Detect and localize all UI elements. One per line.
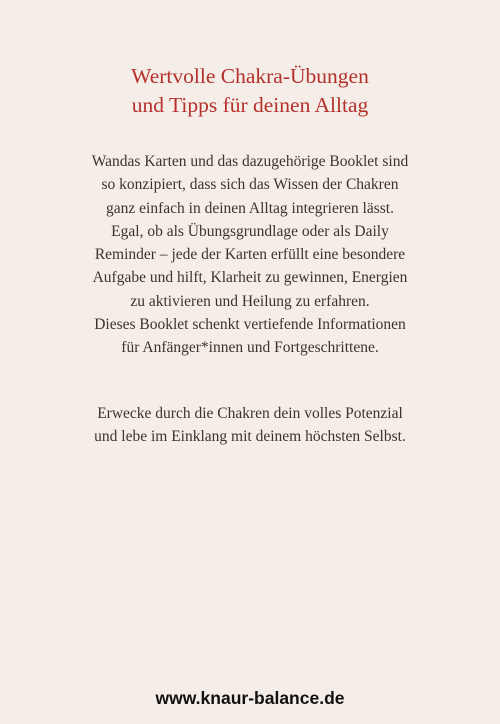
description-line: Wandas Karten und das dazugehörige Booklet sind (91, 153, 409, 170)
closing-line: und lebe im Einklang mit deinem höchsten Selbst. (94, 428, 406, 446)
description-line: ganz einfach in deinen Alltag integrieren lässt. (106, 199, 394, 217)
closing-line: Erwecke durch die Chakren dein volles Potenzial (97, 405, 403, 422)
heading-line-2: und Tipps für deinen Alltag (131, 93, 369, 117)
heading-line-1: Wertvolle Chakra-Übungen (131, 64, 369, 88)
description-line: Dieses Booklet schenkt vertiefende Informationen (94, 316, 406, 334)
description-line: Egal, ob als Übungsgrundlage oder als Daily (111, 222, 389, 240)
description-line: zu aktivieren und Heilung zu erfahren. (130, 292, 370, 310)
publisher-website: www.knaur-balance.de (155, 688, 345, 708)
description-line: für Anfänger*innen und Fortgeschrittene. (121, 339, 379, 357)
description-line: so konzipiert, dass sich das Wissen der Chakren (101, 176, 399, 194)
description-paragraph (0, 150, 500, 360)
heading (0, 62, 500, 120)
description-line: Aufgabe und hilft, Klarheit zu gewinnen, Energien (92, 269, 408, 287)
description-line: Reminder – jede der Karten erfüllt eine besondere (94, 246, 406, 264)
closing-paragraph (0, 402, 500, 449)
